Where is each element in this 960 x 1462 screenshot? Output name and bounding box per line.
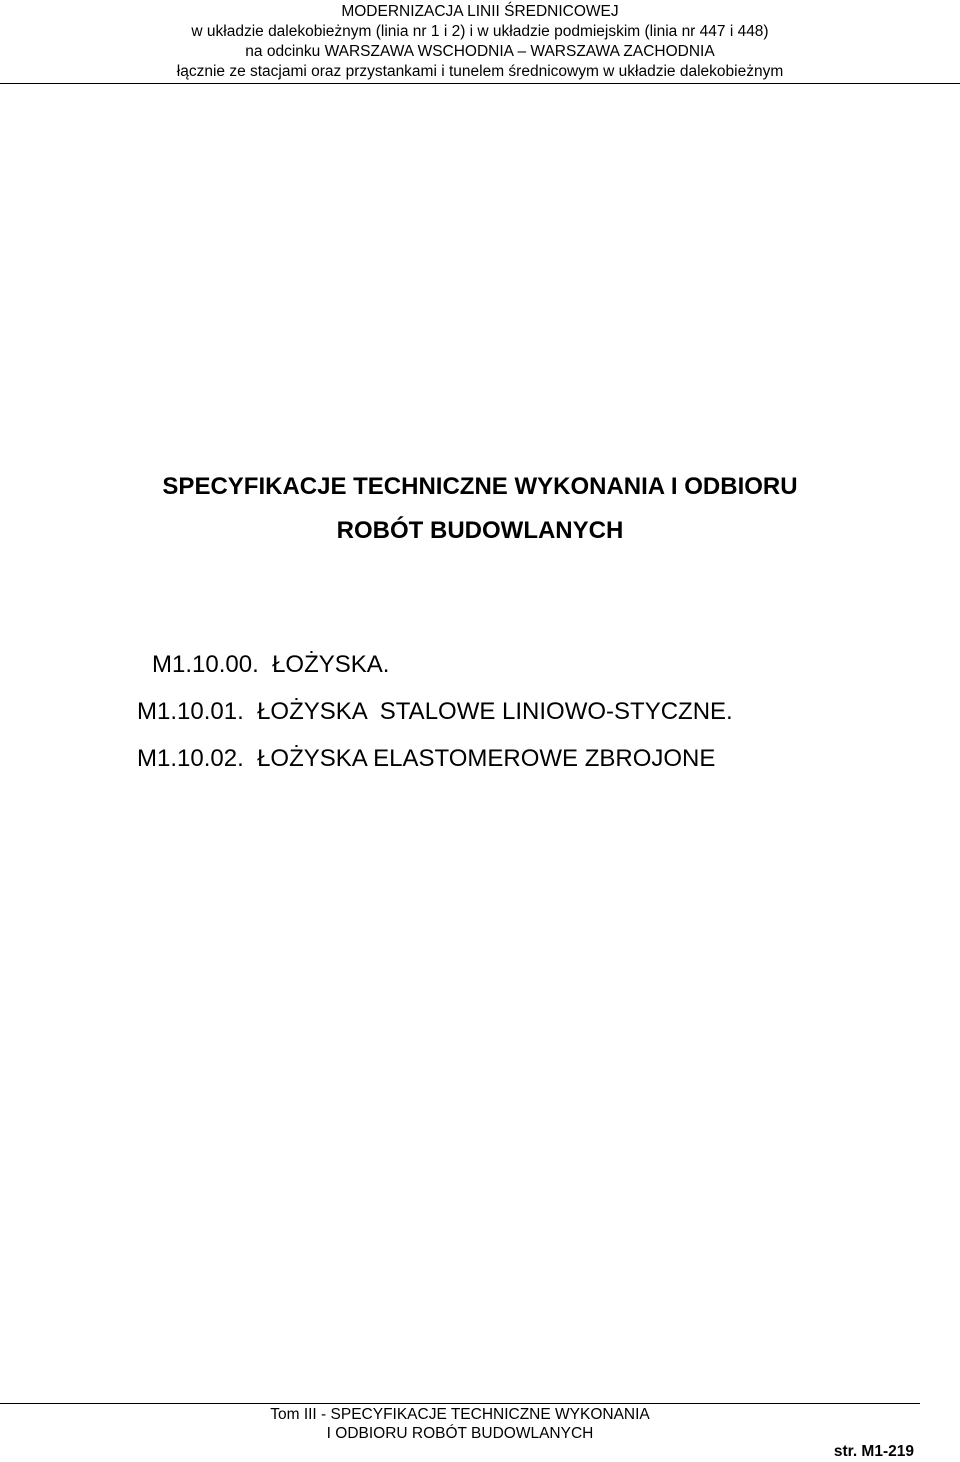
page-header (0, 0, 960, 84)
section-code: M1.10.00. (152, 651, 259, 678)
section-name: ŁOŻYSKA ELASTOMEROWE ZBROJONE (257, 745, 716, 772)
section-code: M1.10.01. (137, 698, 244, 725)
page-footer (0, 1403, 960, 1462)
footer-volume-subtitle: I ODBIORU ROBÓT BUDOWLANYCH (326, 1425, 594, 1442)
document-subtitle: ROBÓT BUDOWLANYCH (336, 517, 624, 544)
section-name: ŁOŻYSKA. (272, 651, 390, 678)
footer-volume-title: Tom III - SPECYFIKACJE TECHNICZNE WYKONANIA (270, 1406, 650, 1423)
header-line-section: na odcinku WARSZAWA WSCHODNIA – WARSZAWA ZACHODNIA (245, 43, 715, 60)
section-code: M1.10.02. (137, 745, 244, 772)
page-number: str. M1-219 (833, 1443, 914, 1460)
footer-divider (0, 1403, 920, 1404)
document-title: SPECYFIKACJE TECHNICZNE WYKONANIA I ODBIORU (162, 473, 798, 500)
header-line-lines: w układzie dalekobieżnym (linia nr 1 i 2) i w układzie podmiejskim (linia nr 447 i 448) (191, 23, 769, 40)
section-item (137, 697, 733, 727)
header-line-scope: łącznie ze stacjami oraz przystankami i tunelem średnicowym w układzie dalekobieżnym (176, 63, 784, 80)
header-project-title: MODERNIZACJA LINII ŚREDNICOWEJ (341, 3, 619, 20)
section-name: ŁOŻYSKA STALOWE LINIOWO-STYCZNE. (257, 698, 733, 725)
section-item (152, 650, 389, 680)
section-item (137, 744, 715, 774)
